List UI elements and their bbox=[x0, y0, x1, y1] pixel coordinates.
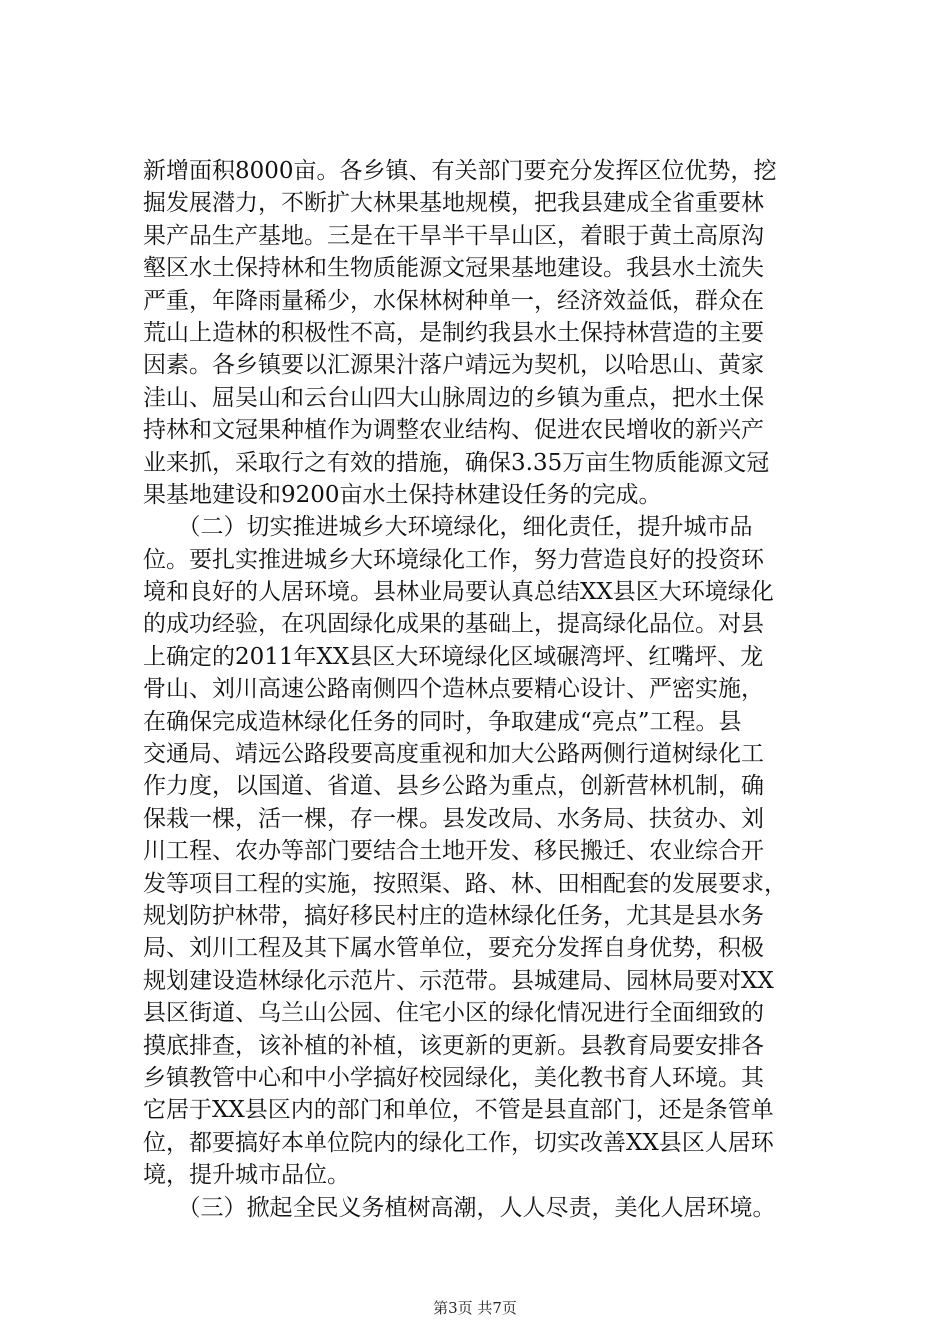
text-line: 保栽一棵，活一棵，存一棵。县发改局、水务局、扶贫办、刘 bbox=[143, 805, 764, 832]
text-line: 规划建设造林绿化示范片、示范带。县城建局、园林局要对XX bbox=[143, 967, 774, 994]
text-line: 上确定的2011年XX县区大环境绿化区域碾湾坪、红嘴坪、龙 bbox=[143, 643, 764, 670]
text-line: 果基地建设和9200亩水土保持林建设任务的完成。 bbox=[143, 481, 662, 508]
text-line: 荒山上造林的积极性不高，是制约我县水土保持林营造的主要 bbox=[143, 319, 764, 346]
text-line: 县区街道、乌兰山公园、住宅小区的绿化情况进行全面细致的 bbox=[143, 1000, 764, 1027]
text-line: 严重，年降雨量稀少，水保林树种单一，经济效益低，群众在 bbox=[143, 287, 764, 314]
text-line: 位，都要搞好本单位院内的绿化工作，切实改善XX县区人居环 bbox=[143, 1129, 774, 1156]
text-line: 果产品生产基地。三是在干旱半干旱山区，着眼于黄土高原沟 bbox=[143, 222, 764, 249]
text-line: 摸底排查，该补植的补植，该更新的更新。县教育局要安排各 bbox=[143, 1032, 764, 1059]
text-line: 骨山、刘川高速公路南侧四个造林点要精心设计、严密实施， bbox=[143, 676, 764, 703]
text-line: 持林和文冠果种植作为调整农业结构、促进农民增收的新兴产 bbox=[143, 417, 764, 444]
text-line: （三）掀起全民义务植树高潮，人人尽责，美化人居环境。 bbox=[143, 1194, 776, 1221]
text-line: （二）切实推进城乡大环境绿化，细化责任，提升城市品 bbox=[143, 514, 753, 541]
text-line: 的成功经验，在巩固绿化成果的基础上，提高绿化品位。对县 bbox=[143, 611, 764, 638]
text-line: 交通局、靖远公路段要高度重视和加大公路两侧行道树绿化工 bbox=[143, 741, 764, 768]
text-line: 川工程、农办等部门要结合土地开发、移民搬迁、农业综合开 bbox=[143, 838, 764, 865]
text-line: 在确保完成造林绿化任务的同时，争取建成“亮点”工程。县 bbox=[143, 708, 742, 735]
text-line: 业来抓，采取行之有效的措施，确保3.35万亩生物质能源文冠 bbox=[143, 449, 770, 476]
text-line: 掘发展潜力，不断扩大林果基地规模，把我县建成全省重要林 bbox=[143, 190, 764, 217]
text-line: 洼山、屈吴山和云台山四大山脉周边的乡镇为重点，把水土保 bbox=[143, 384, 764, 411]
text-line: 位。要扎实推进城乡大环境绿化工作，努力营造良好的投资环 bbox=[143, 546, 764, 573]
body-text bbox=[143, 155, 853, 1224]
text-line: 发等项目工程的实施，按照渠、路、林、田相配套的发展要求， bbox=[143, 870, 787, 897]
text-line: 境和良好的人居环境。县林业局要认真总结XX县区大环境绿化 bbox=[143, 579, 774, 606]
text-line: 它居于XX县区内的部门和单位，不管是县直部门，还是条管单 bbox=[143, 1097, 774, 1124]
text-line: 乡镇教管中心和中小学搞好校园绿化，美化教书育人环境。其 bbox=[143, 1064, 764, 1091]
text-line: 局、刘川工程及其下属水管单位，要充分发挥自身优势，积极 bbox=[143, 935, 764, 962]
text-line: 新增面积8000亩。各乡镇、有关部门要充分发挥区位优势，挖 bbox=[143, 158, 777, 184]
page-number-footer: 第3页 共7页 bbox=[433, 1299, 517, 1317]
text-line: 因素。各乡镇要以汇源果汁落户靖远为契机，以哈思山、黄家 bbox=[143, 352, 764, 379]
text-line: 壑区水土保持林和生物质能源文冠果基地建设。我县水土流失 bbox=[143, 255, 764, 282]
text-line: 境，提升城市品位。 bbox=[143, 1162, 350, 1189]
text-line: 作力度，以国道、省道、县乡公路为重点，创新营林机制，确 bbox=[143, 773, 764, 800]
text-line: 规划防护林带，搞好移民村庄的造林绿化任务，尤其是县水务 bbox=[143, 902, 764, 929]
